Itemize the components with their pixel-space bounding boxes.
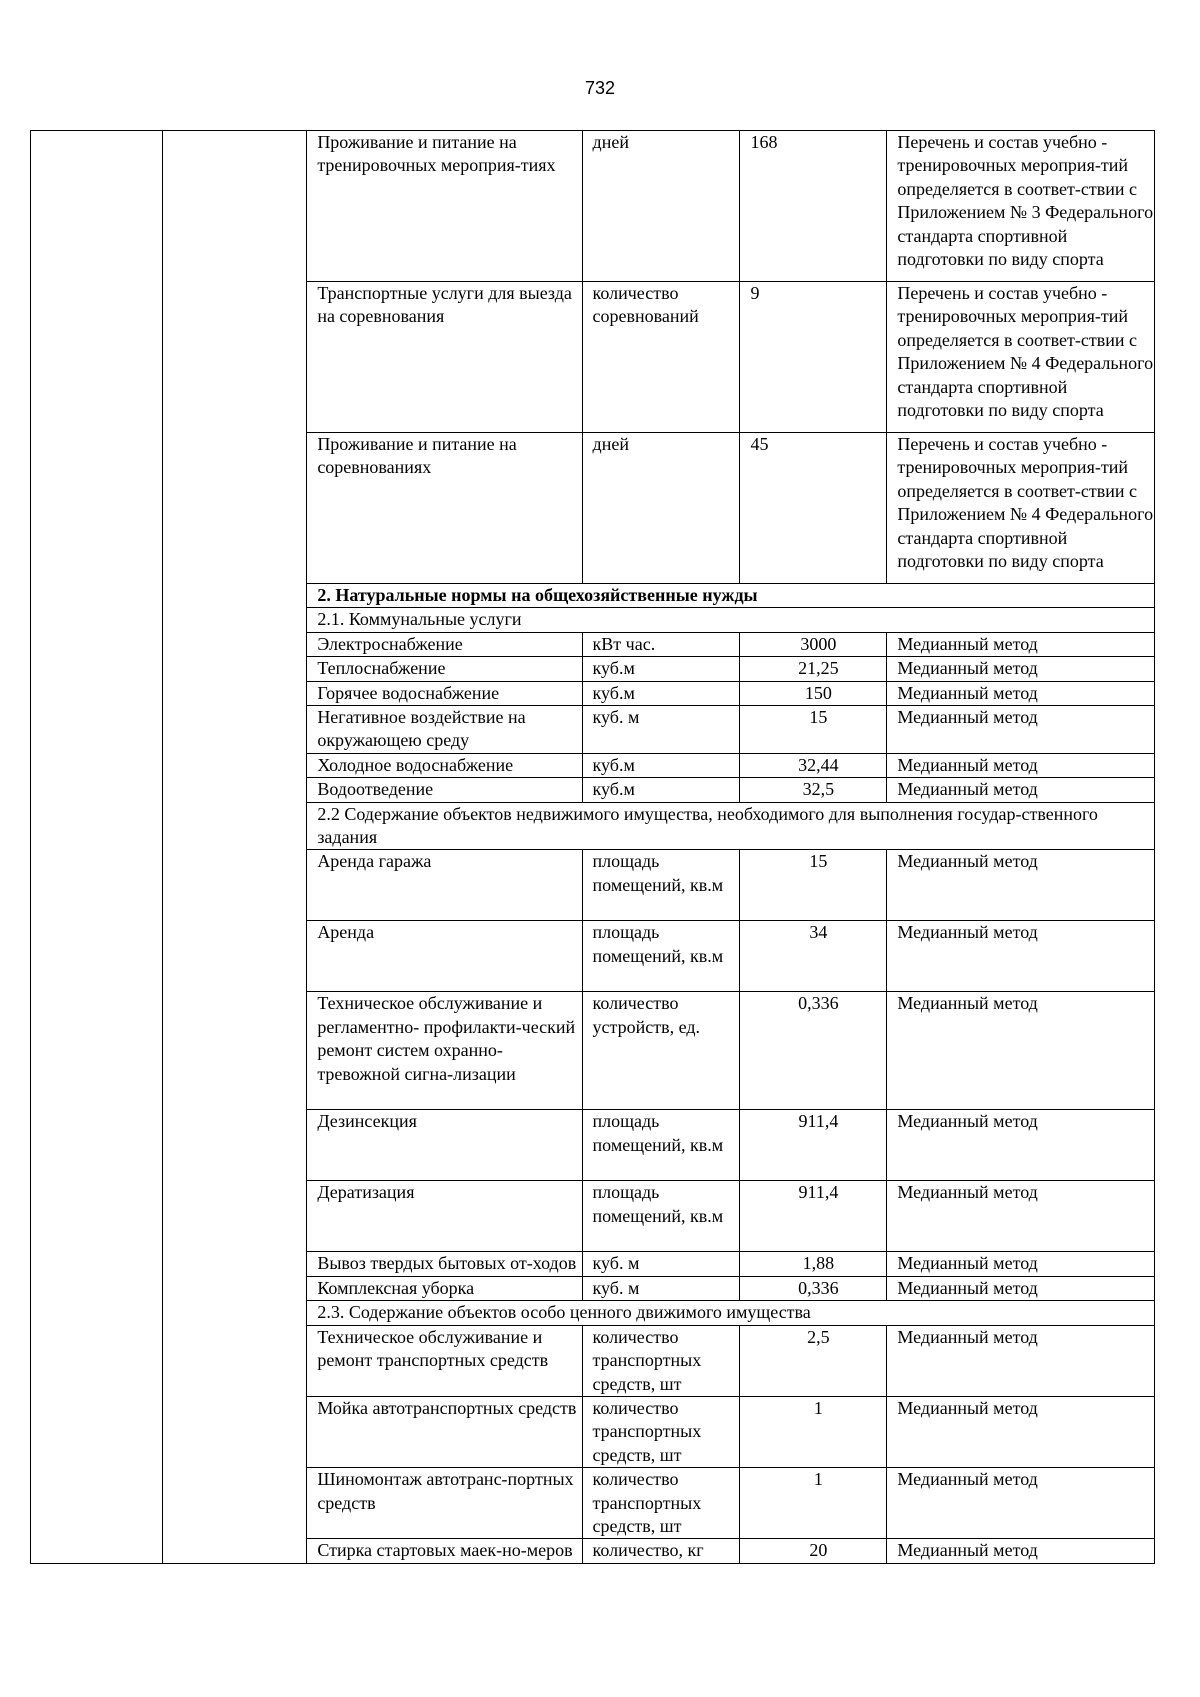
row-value: 2,5 (740, 1325, 887, 1396)
row-value: 32,44 (740, 753, 887, 777)
row-name: Техническое обслуживание и ремонт транспортных средств (307, 1325, 582, 1396)
row-name: Аренда (307, 921, 582, 992)
row-method: Медианный метод (887, 753, 1155, 777)
row-value: 1,88 (740, 1252, 887, 1276)
row-value: 9 (740, 282, 887, 433)
row-method: Медианный метод (887, 1276, 1155, 1300)
row-name: Негативное воздействие на окружающею среду (307, 706, 582, 754)
row-unit: площадь помещений, кв.м (582, 921, 740, 992)
row-unit: куб.м (582, 778, 740, 802)
row-unit: площадь помещений, кв.м (582, 1181, 740, 1252)
row-value: 20 (740, 1539, 887, 1563)
row-value: 21,25 (740, 657, 887, 681)
row-value: 3000 (740, 632, 887, 656)
row-unit: кВт час. (582, 632, 740, 656)
row-method: Медианный метод (887, 921, 1155, 992)
row-unit: количество устройств, ед. (582, 992, 740, 1110)
row-value: 1 (740, 1396, 887, 1467)
row-name: Электроснабжение (307, 632, 582, 656)
row-method: Медианный метод (887, 632, 1155, 656)
row-method: Медианный метод (887, 992, 1155, 1110)
row-method: Медианный метод (887, 778, 1155, 802)
row-note: Перечень и состав учебно - тренировочных мероприя-тий определяется в соответ-ствии с Приложением № 4 Федерального стандарта спортивной подготовки по виду спорта (887, 282, 1155, 433)
row-note: Перечень и состав учебно - тренировочных мероприя-тий определяется в соответ-ствии с Приложением № 3 Федерального стандарта спортивной подготовки по виду спорта (887, 131, 1155, 282)
row-name: Вывоз твердых бытовых от-ходов (307, 1252, 582, 1276)
row-method: Медианный метод (887, 1396, 1155, 1467)
row-value: 911,4 (740, 1110, 887, 1181)
row-value: 0,336 (740, 1276, 887, 1300)
row-name: Дезинсекция (307, 1110, 582, 1181)
subsection-title: 2.3. Содержание объектов особо ценного движимого имущества (307, 1301, 1155, 1325)
left-blank-column-1 (31, 131, 163, 1564)
row-name: Дератизация (307, 1181, 582, 1252)
row-name: Мойка автотранспортных средств (307, 1396, 582, 1467)
subsection-title: 2.2 Содержание объектов недвижимого имущества, необходимого для выполнения государ-ственного задания (307, 802, 1155, 850)
row-method: Медианный метод (887, 681, 1155, 705)
row-name: Комплексная уборка (307, 1276, 582, 1300)
row-value: 911,4 (740, 1181, 887, 1252)
row-name: Теплоснабжение (307, 657, 582, 681)
row-unit: куб.м (582, 681, 740, 705)
row-unit: куб. м (582, 1276, 740, 1300)
row-method: Медианный метод (887, 657, 1155, 681)
row-name: Шиномонтаж автотранс-портных средств (307, 1468, 582, 1539)
row-value: 168 (740, 131, 887, 282)
row-unit: площадь помещений, кв.м (582, 850, 740, 921)
norms-table (30, 130, 1155, 1564)
row-name: Аренда гаража (307, 850, 582, 921)
row-method: Медианный метод (887, 850, 1155, 921)
row-value: 15 (740, 706, 887, 754)
row-unit: количество транспортных средств, шт (582, 1468, 740, 1539)
row-method: Медианный метод (887, 1110, 1155, 1181)
row-unit: куб. м (582, 706, 740, 754)
subsection-title: 2.1. Коммунальные услуги (307, 608, 1155, 632)
row-method: Медианный метод (887, 706, 1155, 754)
row-name: Холодное водоснабжение (307, 753, 582, 777)
row-unit: дней (582, 433, 740, 584)
section-title: 2. Натуральные нормы на общехозяйственные нужды (307, 584, 1155, 608)
table-row (31, 131, 1155, 282)
row-unit: куб.м (582, 753, 740, 777)
row-unit: дней (582, 131, 740, 282)
row-unit: количество транспортных средств, шт (582, 1396, 740, 1467)
row-value: 34 (740, 921, 887, 992)
row-method: Медианный метод (887, 1539, 1155, 1563)
row-value: 15 (740, 850, 887, 921)
row-unit: количество соревнований (582, 282, 740, 433)
row-unit: куб. м (582, 1252, 740, 1276)
row-name: Стирка стартовых маек-но-меров (307, 1539, 582, 1563)
row-name: Проживание и питание на соревнованиях (307, 433, 582, 584)
row-unit: площадь помещений, кв.м (582, 1110, 740, 1181)
row-name: Транспортные услуги для выезда на соревнования (307, 282, 582, 433)
row-value: 150 (740, 681, 887, 705)
row-unit: количество транспортных средств, шт (582, 1325, 740, 1396)
row-name: Горячее водоснабжение (307, 681, 582, 705)
row-value: 32,5 (740, 778, 887, 802)
row-method: Медианный метод (887, 1252, 1155, 1276)
row-value: 1 (740, 1468, 887, 1539)
page-number: 732 (584, 78, 616, 98)
row-name: Техническое обслуживание и регламентно- профилакти-ческий ремонт систем охранно-тревожной сигна-лизации (307, 992, 582, 1110)
row-unit: количество, кг (582, 1539, 740, 1563)
row-unit: куб.м (582, 657, 740, 681)
row-value: 45 (740, 433, 887, 584)
row-method: Медианный метод (887, 1468, 1155, 1539)
row-method: Медианный метод (887, 1325, 1155, 1396)
row-method: Медианный метод (887, 1181, 1155, 1252)
row-value: 0,336 (740, 992, 887, 1110)
row-name: Водоотведение (307, 778, 582, 802)
left-blank-column-2 (162, 131, 307, 1564)
row-note: Перечень и состав учебно - тренировочных мероприя-тий определяется в соответ-ствии с Приложением № 4 Федерального стандарта спортивной подготовки по виду спорта (887, 433, 1155, 584)
row-name: Проживание и питание на тренировочных мероприя-тиях (307, 131, 582, 282)
